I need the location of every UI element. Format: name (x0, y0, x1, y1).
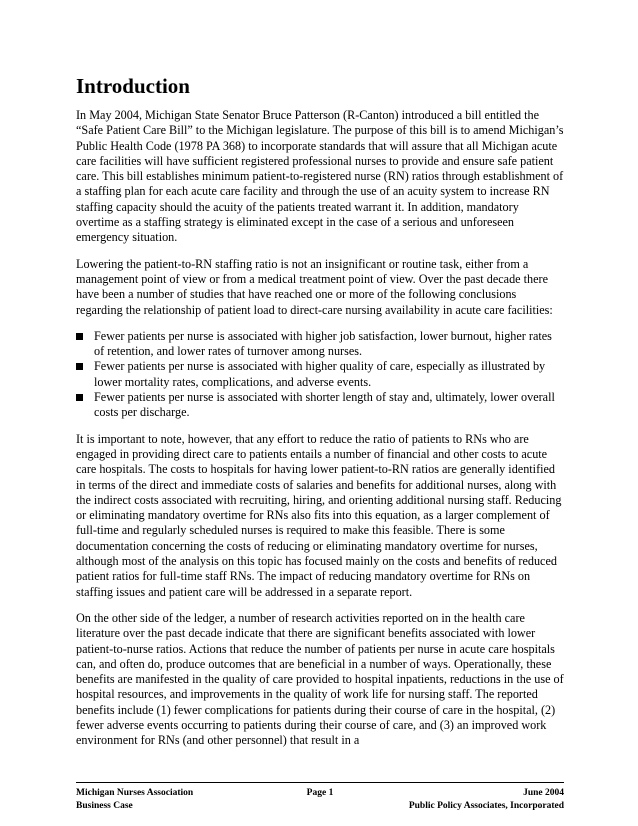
footer-publisher: Public Policy Associates, Incorporated (408, 801, 564, 811)
list-item (76, 359, 564, 390)
square-bullet-icon (76, 363, 83, 370)
paragraph-staffing-ratio: Lowering the patient-to-RN staffing ratio is not an insignificant or routine task, either from a management point of view or from a medical treatment point of view. Over the past decade there have been a number of studies that have reached one or more of the following conclusions regarding the relationship of patient load to direct-care nursing availability in acute care facilities: (76, 256, 553, 317)
paragraph-benefits: On the other side of the ledger, a number of research activities reported on in the health care literature over the past decade indicate that there are significant benefits associated with lower patient-to-nurse ratios. Actions that reduce the number of patients per nurse in acute care hospitals can, and often do, produce outcomes that are beneficial in a number of ways. Operationally, these benefits are manifested in the quality of care provided to hospital inpatients, reductions in the use of hospital resources, and improvements in the quality of work life for nursing staff. The reported benefits include (1) fewer complications for patients during their course of care in the hospital, (2) fewer adverse events occurring to patients during their course of care, and (3) an improved work environment for RNs (and other personnel) that result in a (76, 610, 564, 748)
list-item-text: Fewer patients per nurse is associated with shorter length of stay and, ultimately, lower overall costs per discharge. (94, 390, 555, 420)
footer-date: June 2004 (523, 788, 565, 798)
footer-doc-type: Business Case (76, 801, 133, 811)
square-bullet-icon (76, 333, 83, 340)
footer-org: Michigan Nurses Association (76, 788, 194, 798)
list-item-text: Fewer patients per nurse is associated with higher job satisfaction, lower burnout, higher rates of retention, and lower rates of turnover among nurses. (94, 328, 552, 359)
page-footer (76, 782, 564, 813)
list-item-text: Fewer patients per nurse is associated with higher quality of care, especially as illustrated by lower mortality rates, complications, and adverse events. (94, 359, 546, 389)
square-bullet-icon (76, 394, 83, 401)
paragraph-intro: In May 2004, Michigan State Senator Bruce Patterson (R-Canton) introduced a bill entitled the “Safe Patient Care Bill” to the Michigan legislature. The purpose of this bill is to amend Michigan’s Public Health Code (1978 PA 368) to incorporate standards that will assure that all Michigan acute care facilities will have sufficient registered professional nurses to provide and ensure safe patient care. This bill establishes minimum patient-to-registered nurse (RN) ratios through establishment of a staffing plan for each acute care facility and through the use of an acuity system to increase RN staffing capacity should the acuity of the patients treated warrant it. In addition, mandatory overtime as a staffing strategy is eliminated except in the case of a serious and unforeseen emergency situation. (76, 108, 564, 245)
paragraph-costs: It is important to note, however, that any effort to reduce the ratio of patients to RNs who are engaged in providing direct care to patients entails a number of financial and other costs to acute care hospitals. The costs to hospitals for having lower patient-to-RN ratios are generally identified in terms of the direct and immediate costs of salaries and benefits for additional nurses, along with the indirect costs associated with recruiting, hiring, and orienting additional nursing staff. Reducing or eliminating mandatory overtime for RNs also fits into this equation, as a larger complement of full-time and regularly scheduled nurses is required to make this feasible. There is some documentation concerning the costs of reducing or eliminating mandatory overtime for nurses, although most of the analysis on this topic has focused mainly on the costs and benefits of reduced patient ratios for full-time staff RNs. The impact of reducing mandatory overtime for RNs on staffing issues and patient care will be addressed in a separate report. (76, 431, 562, 599)
section-heading: Introduction (76, 74, 190, 98)
conclusions-list (76, 329, 564, 421)
document-body (76, 74, 564, 760)
footer-page-number: Page 1 (306, 788, 334, 798)
list-item (76, 329, 564, 360)
list-item (76, 390, 564, 421)
